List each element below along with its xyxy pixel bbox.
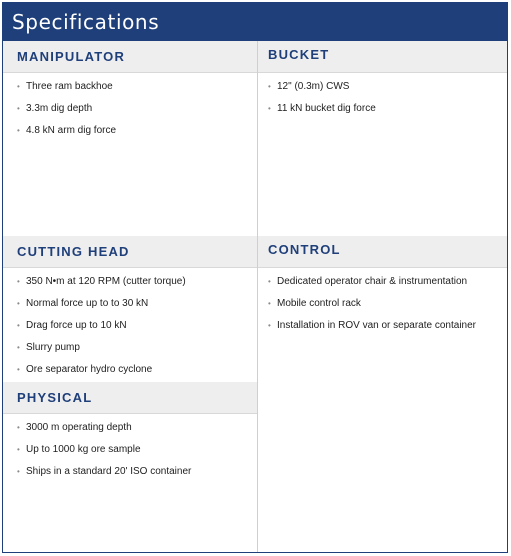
bullet-icon: • bbox=[17, 343, 20, 352]
spec-list bbox=[3, 73, 257, 146]
list-item bbox=[17, 297, 257, 319]
list-item bbox=[268, 102, 507, 124]
item-text: Drag force up to 10 kN bbox=[26, 320, 127, 331]
section-heading: CONTROL bbox=[258, 236, 507, 268]
item-text: Ships in a standard 20' ISO container bbox=[26, 466, 192, 477]
bullet-icon: • bbox=[268, 299, 271, 308]
section-control bbox=[258, 236, 507, 341]
bullet-icon: • bbox=[268, 104, 271, 113]
bullet-icon: • bbox=[17, 423, 20, 432]
bullet-icon: • bbox=[17, 365, 20, 374]
item-text: Ore separator hydro cyclone bbox=[26, 364, 153, 375]
bullet-icon: • bbox=[17, 299, 20, 308]
section-cutting-head bbox=[3, 236, 257, 385]
bullet-icon: • bbox=[268, 321, 271, 330]
item-text: Mobile control rack bbox=[277, 298, 361, 309]
spec-list bbox=[258, 268, 507, 341]
item-text: Up to 1000 kg ore sample bbox=[26, 444, 141, 455]
item-text: 4.8 kN arm dig force bbox=[26, 125, 117, 136]
section-heading: MANIPULATOR bbox=[3, 41, 257, 73]
item-text: Three ram backhoe bbox=[26, 81, 113, 92]
list-item bbox=[17, 124, 257, 146]
list-item bbox=[17, 275, 257, 297]
item-text: Installation in ROV van or separate container bbox=[277, 320, 476, 331]
section-heading: CUTTING HEAD bbox=[3, 236, 257, 268]
section-manipulator bbox=[3, 41, 257, 146]
bullet-icon: • bbox=[268, 277, 271, 286]
bullet-icon: • bbox=[17, 467, 20, 476]
item-text: Normal force up to to 30 kN bbox=[26, 298, 149, 309]
bullet-icon: • bbox=[268, 82, 271, 91]
bullet-icon: • bbox=[17, 104, 20, 113]
bullet-icon: • bbox=[17, 126, 20, 135]
list-item bbox=[17, 443, 257, 465]
section-bucket bbox=[258, 41, 507, 124]
page-title: Specifications bbox=[3, 3, 507, 41]
specifications-panel bbox=[2, 2, 508, 553]
list-item bbox=[268, 80, 507, 102]
list-item bbox=[268, 319, 507, 341]
list-item bbox=[17, 102, 257, 124]
bullet-icon: • bbox=[17, 445, 20, 454]
list-item bbox=[17, 465, 257, 487]
item-text: Dedicated operator chair & instrumentation bbox=[277, 276, 468, 287]
list-item bbox=[268, 297, 507, 319]
item-text: 12" (0.3m) CWS bbox=[277, 81, 350, 92]
bullet-icon: • bbox=[17, 277, 20, 286]
item-text: 350 N•m at 120 RPM (cutter torque) bbox=[26, 276, 186, 287]
spec-grid bbox=[3, 41, 507, 552]
item-text: 3.3m dig depth bbox=[26, 103, 93, 114]
list-item bbox=[17, 341, 257, 363]
item-text: 11 kN bucket dig force bbox=[277, 103, 376, 114]
item-text: 3000 m operating depth bbox=[26, 422, 132, 433]
list-item bbox=[17, 319, 257, 341]
spec-list bbox=[3, 414, 257, 487]
bullet-icon: • bbox=[17, 82, 20, 91]
section-heading: BUCKET bbox=[258, 41, 507, 73]
spec-list bbox=[3, 268, 257, 385]
list-item bbox=[17, 421, 257, 443]
section-heading: PHYSICAL bbox=[3, 382, 257, 414]
bullet-icon: • bbox=[17, 321, 20, 330]
spec-list bbox=[258, 73, 507, 124]
section-physical bbox=[3, 382, 257, 487]
item-text: Slurry pump bbox=[26, 342, 80, 353]
list-item bbox=[17, 80, 257, 102]
list-item bbox=[268, 275, 507, 297]
